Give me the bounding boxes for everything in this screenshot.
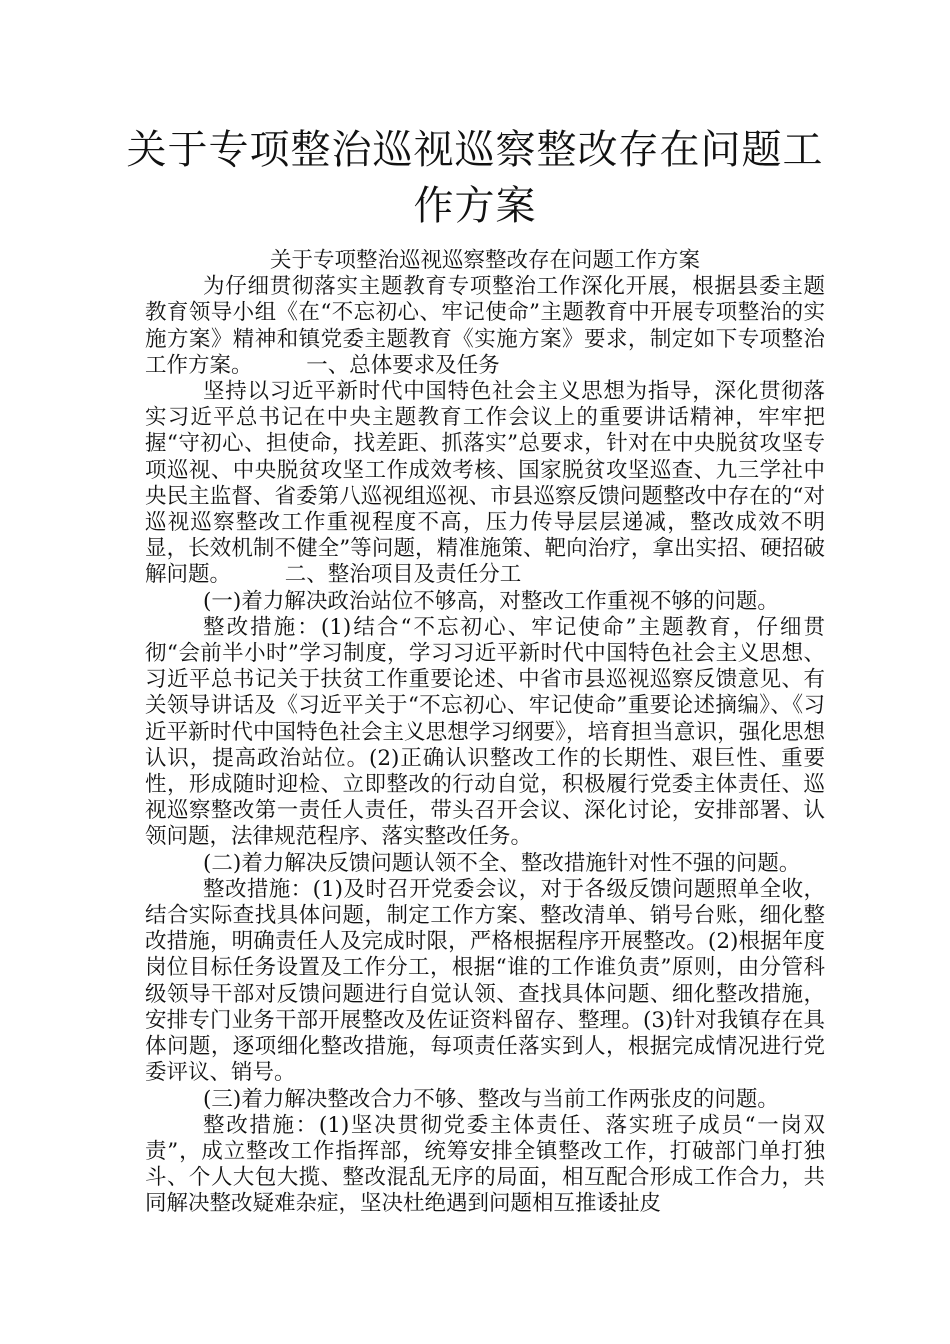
paragraph-intro: 为仔细贯彻落实主题教育专项整治工作深化开展，根据县委主题教育领导小组《在“不忘初心、牢记使命”主题教育中开展专项整治的实施方案》精神和镇党委主题教育《实施方案》要求，制定如下专项整治工作方案。 一、总体要求及任务: [145, 274, 825, 378]
document-body: [145, 248, 825, 1218]
paragraph-general-requirements: 坚持以习近平新时代中国特色社会主义思想为指导，深化贯彻落实习近平总书记在中央主题教育工作会议上的重要讲话精神，牢牢把握“守初心、担使命，找差距、抓落实”总要求，针对在中央脱贫攻坚专项巡视、中央脱贫攻坚工作成效考核、国家脱贫攻坚巡查、九三学社中央民主监督、省委第八巡视组巡视、市县巡察反馈问题整改中存在的“对巡视巡察整改工作重视程度不高，压力传导层层递减，整改成效不明显，长效机制不健全”等问题，精准施策、靶向治疗，拿出实招、硬招破解问题。 二、整治项目及责任分工: [145, 379, 825, 588]
paragraph-measures-2: 整改措施：(1)及时召开党委会议，对于各级反馈问题照单全收，结合实际查找具体问题，制定工作方案、整改清单、销号台账，细化整改措施，明确责任人及完成时限，严格根据程序开展整改。(2)根据年度岗位目标任务设置及工作分工，根据“谁的工作谁负责”原则，由分管科级领导干部对反馈问题进行自觉认领、查找具体问题、细化整改措施，安排专门业务干部开展整改及佐证资料留存、整理。(3)针对我镇存在具体问题，逐项细化整改措施，每项责任落实到人，根据完成情况进行党委评议、销号。: [145, 876, 825, 1086]
heading-item-1: (一)着力解决政治站位不够高，对整改工作重视不够的问题。: [203, 588, 779, 614]
paragraph-measures-3: 整改措施：(1)坚决贯彻党委主体责任、落实班子成员“一岗双责”，成立整改工作指挥部，统筹安排全镇整改工作，打破部门单打独斗、个人大包大揽、整改混乱无序的局面，相互配合形成工作合力，共同解决整改疑难杂症，坚决杜绝遇到问题相互推诿扯皮: [145, 1112, 825, 1217]
document-subtitle: 关于专项整治巡视巡察整改存在问题工作方案: [269, 248, 700, 273]
heading-item-2: (二)着力解决反馈问题认领不全、整改措施针对性不强的问题。: [203, 850, 801, 876]
paragraph-measures-1: 整改措施：(1)结合“不忘初心、牢记使命”主题教育，仔细贯彻“会前半小时”学习制度，学习习近平新时代中国特色社会主义思想、习近平总书记关于扶贫工作重要论述、中省市县巡视巡察反馈意见、有关领导讲话及《习近平关于“不忘初心、牢记使命”重要论述摘编》、《习近平新时代中国特色社会主义思想学习纲要》，培育担当意识，强化思想认识，提高政治站位。(2)正确认识整改工作的长期性、艰巨性、重要性，形成随时迎检、立即整改的行动自觉，积极履行党委主体责任、巡视巡察整改第一责任人责任，带头召开会议、深化讨论，安排部署、认领问题，法律规范程序、落实整改任务。: [145, 614, 825, 850]
document-title: 关于专项整治巡视巡察整改存在问题工作方案: [126, 127, 824, 229]
heading-item-3: (三)着力解决整改合力不够、整改与当前工作两张皮的问题。: [203, 1086, 779, 1112]
